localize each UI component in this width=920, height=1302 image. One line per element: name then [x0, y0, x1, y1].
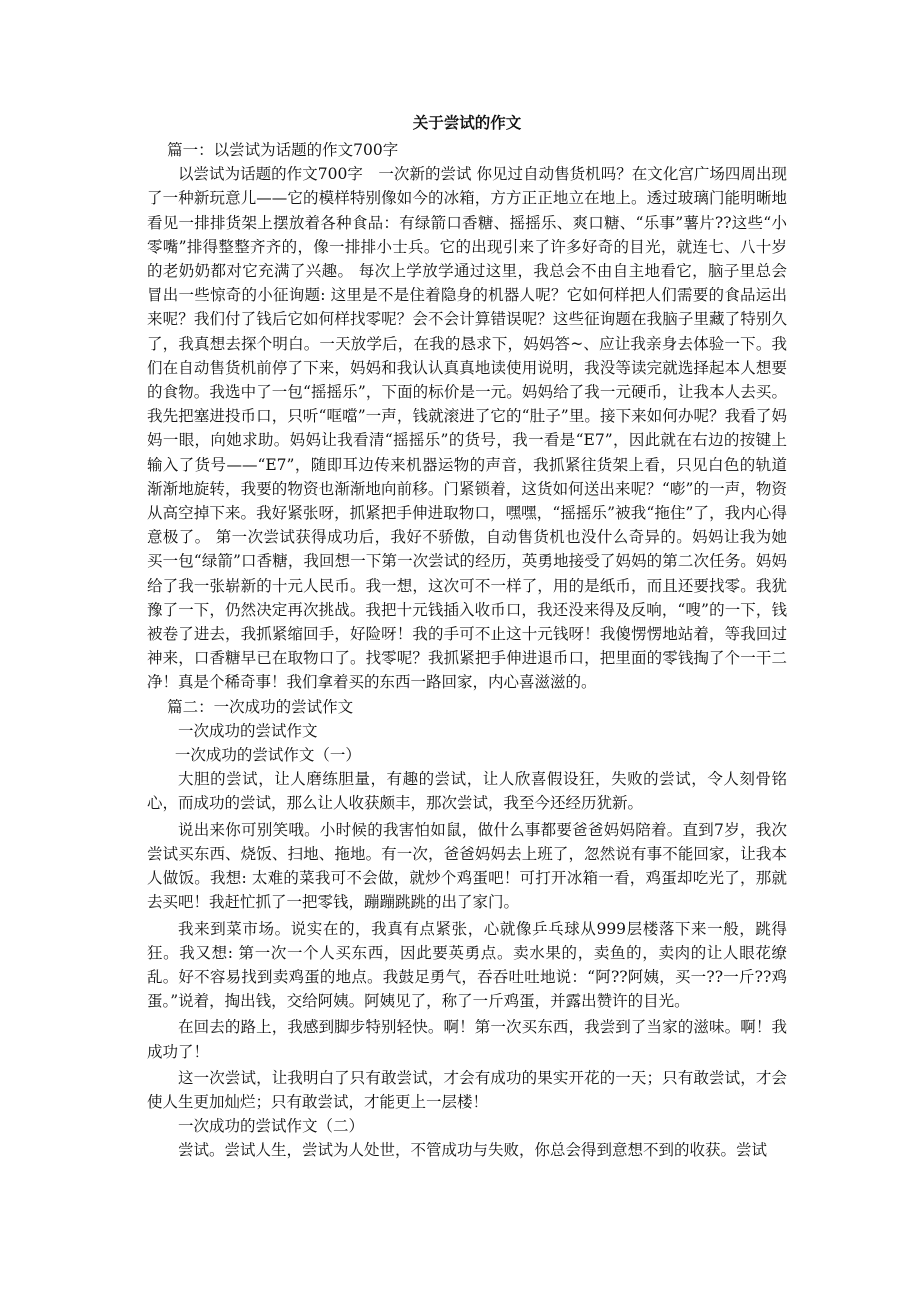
body-paragraph: 在回去的路上，我感到脚步特别轻快。啊！第一次买东西，我尝到了当家的滋味。啊！我成功了！ — [147, 1018, 787, 1061]
body-paragraph: 说出来你可别笑哦。小时候的我害怕如鼠，做什么事都要爸爸妈妈陪着。直到7岁，我次尝试买东西、烧饭、扫地、拖地。有一次，爸爸妈妈去上班了，忽然说有事不能回家，让我本人做饭。我想: 太难的菜我可不会做，就炒个鸡蛋吧！可打开冰箱一看，鸡蛋却吃光了，那就去买吧！我赶忙抓了一把零钱，蹦蹦跳跳的出了家门。 — [147, 820, 787, 912]
subtitle-paragraph: 一次成功的尝试作文（二） — [178, 1117, 365, 1136]
document-body — [147, 138, 787, 1163]
subtitle-paragraph: 一次成功的尝试作文 — [178, 721, 318, 740]
subtitle-paragraph: 一次成功的尝试作文（一） — [174, 746, 361, 765]
document-page — [147, 111, 787, 1163]
body-paragraph: 大胆的尝试，让人磨练胆量，有趣的尝试，让人欣喜假设狂，失败的尝试，令人刻骨铭心，而成功的尝试，那么让人收获颇丰，那次尝试，我至今还经历犹新。 — [147, 770, 787, 813]
section-heading-1: 篇一：以尝试为话题的作文700字 — [167, 141, 399, 159]
body-paragraph: 以尝试为话题的作文700字 一次新的尝试 你见过自动售货机吗？在文化宫广场四周出现了一种新玩意儿——它的模样特别像如今的冰箱，方方正正地立在地上。透过玻璃门能明晰地看见一排排货架上摆放着各种食品：有绿箭口香糖、摇摇乐、爽口糖、“乐事”薯片??这些“小零嘴”排得整整齐齐的，像一排排小士兵。它的出现引来了许多好奇的目光，就连七、八十岁的老奶奶都对它充满了兴趣。 每次上学放学通过这里，我总会不由自主地看它，脑子里总会冒出一些惊奇的小征询题: 这里是不是住着隐身的机器人呢？它如何样把人们需要的食品运出来呢？我们付了钱后它如何样找零呢？会不会计算错误呢？这些征询题在我脑子里藏了特别久了，我真想去探个明白。一天放学后，在我的恳求下，妈妈答~、应让我亲身去体验一下。我们在自动售货机前停了下来，妈妈和我认认真真地读使用说明，我没等读完就选择起本人想要的食物。我选中了一包“摇摇乐”，下面的标价是一元。妈妈给了我一元硬币，让我本人去买。我先把塞进投币口，只听“哐噹”一声，钱就滚进了它的“肚子”里。接下来如何办呢？我看了妈妈一眼，向她求助。妈妈让我看清“摇摇乐”的货号，我一看是“E7”，因此就在右边的按键上输入了货号——“E7”，随即耳边传来机器运物的声音，我抓紧往货架上看，只见白色的轨道渐渐地旋转，我要的物资也渐渐地向前移。门紧锁着，这货如何送出来呢？“嘭”的一声，物资从高空掉下来。我好紧张呀，抓紧把手伸进取物口，嘿嘿，“摇摇乐”被我“拖住”了，我内心得意极了。 第一次尝试获得成功后，我好不骄傲，自动售货机也没什么奇异的。妈妈让我为她买一包“绿箭”口香糖，我回想一下第一次尝试的经历，英勇地接受了妈妈的第二次任务。妈妈给了我一张崭新的十元人民币。我一想，这次可不一样了，用的是纸币，而且还要找零。我犹豫了一下，仍然决定再次挑战。我把十元钱插入收币口，我还没来得及反响，“嗖”的一下，钱被卷了进去，我抓紧缩回手，好险呀！我的手可不止这十元钱呀！我傻愣愣地站着，等我回过神来，口香糖早已在取物口了。找零呢？我抓紧把手伸进退币口，把里面的零钱掏了个一干二净！真是个稀奇事！我们拿着买的东西一路回家，内心喜滋滋的。 — [147, 165, 787, 692]
body-paragraph: 我来到菜市场。说实在的，我真有点紧张，心就像乒乓球从999层楼落下来一般，跳得狂。我又想: 第一次一个人买东西，因此要英勇点。卖水果的，卖鱼的，卖肉的让人眼花缭乱。好不容易找到卖鸡蛋的地点。我鼓足勇气，吞吞吐吐地说：“阿??阿姨，买一??一斤??鸡蛋。”说着，掏出钱，交给阿姨。阿姨见了，称了一斤鸡蛋，并露出赞许的目光。 — [147, 919, 787, 1011]
body-paragraph: 这一次尝试，让我明白了只有敢尝试，才会有成功的果实开花的一天；只有敢尝试，才会使人生更加灿烂；只有敢尝试，才能更上一层楼！ — [147, 1068, 787, 1111]
section-heading-2: 篇二：一次成功的尝试作文 — [167, 697, 354, 716]
page-title: 关于尝试的作文 — [412, 113, 522, 132]
body-paragraph: 尝试。尝试人生，尝试为人处世，不管成功与失败，你总会得到意想不到的收获。尝试 — [178, 1141, 768, 1160]
